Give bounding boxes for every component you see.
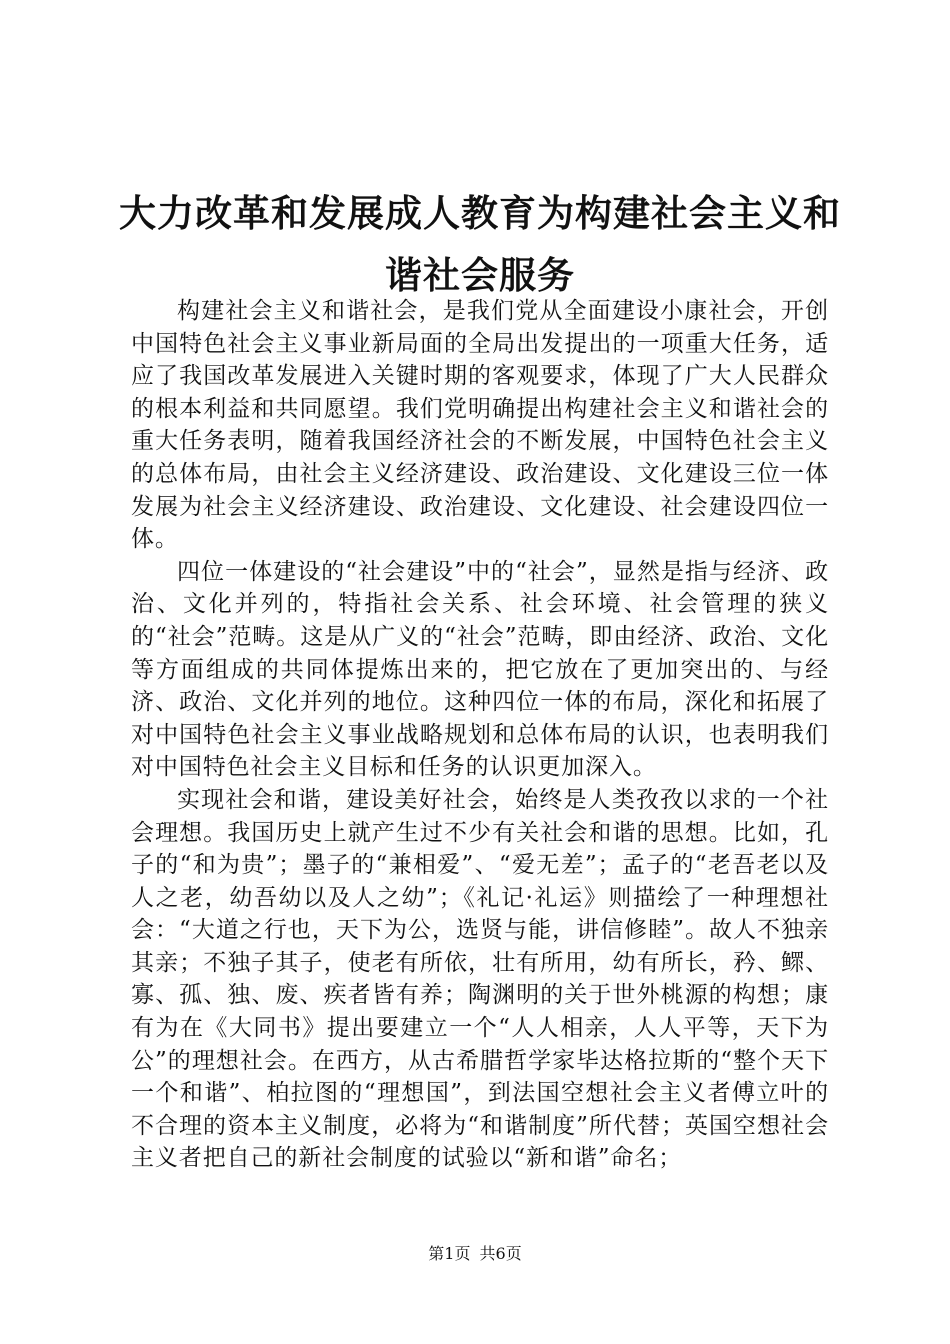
paragraph-3: 实现社会和谐，建设美好社会，始终是人类孜孜以求的一个社会理想。我国历史上就产生过不少有关社会和谐的思想。比如，孔子的“和为贵”；墨子的“兼相爱”、“爱无差”；孟子的“老吾老以及人之老，幼吾幼以及人之幼”；《礼记·礼运》则描绘了一种理想社会：“大道之行也，天下为公，选贤与能，讲信修睦”。故人不独亲其亲；不独子其子，使老有所依，壮有所用，幼有所长，矜、鳏、寡、孤、独、废、疾者皆有养；陶渊明的关于世外桃源的构想；康有为在《大同书》提出要建立一个“人人相亲，人人平等，天下为公”的理想社会。在西方，从古希腊哲学家毕达格拉斯的“整个天下一个和谐”、柏拉图的“理想国”，到法国空想社会主义者傅立叶的不合理的资本主义制度，必将为“和谐制度”所代替；英国空想社会主义者把自己的新社会制度的试验以“新和谐”命名；: [131, 786, 829, 1172]
page-total: 共6页: [479, 1244, 522, 1263]
paragraph-1: 构建社会主义和谐社会，是我们党从全面建设小康社会，开创中国特色社会主义事业新局面的全局出发提出的一项重大任务，适应了我国改革发展进入关键时期的客观要求，体现了广大人民群众的根本利益和共同愿望。我们党明确提出构建社会主义和谐社会的重大任务表明，随着我国经济社会的不断发展，中国特色社会主义的总体布局，由社会主义经济建设、政治建设、文化建设三位一体发展为社会主义经济建设、政治建设、文化建设、社会建设四位一体。: [131, 298, 829, 553]
document-body: [131, 295, 829, 1175]
page-footer: [0, 1244, 950, 1264]
page-number: 第1页: [428, 1244, 471, 1263]
paragraph-2: 四位一体建设的“社会建设”中的“社会”，显然是指与经济、政治、文化并列的，特指社会关系、社会环境、社会管理的狭义的“社会”范畴。这是从广义的“社会”范畴，即由经济、政治、文化等方面组成的共同体提炼出来的，把它放在了更加突出的、与经济、政治、文化并列的地位。这种四位一体的布局，深化和拓展了对中国特色社会主义事业战略规划和总体布局的认识，也表明我们对中国特色社会主义目标和任务的认识更加深入。: [131, 558, 829, 781]
document-title: 大力改革和发展成人教育为构建社会主义和谐社会服务: [119, 191, 841, 297]
